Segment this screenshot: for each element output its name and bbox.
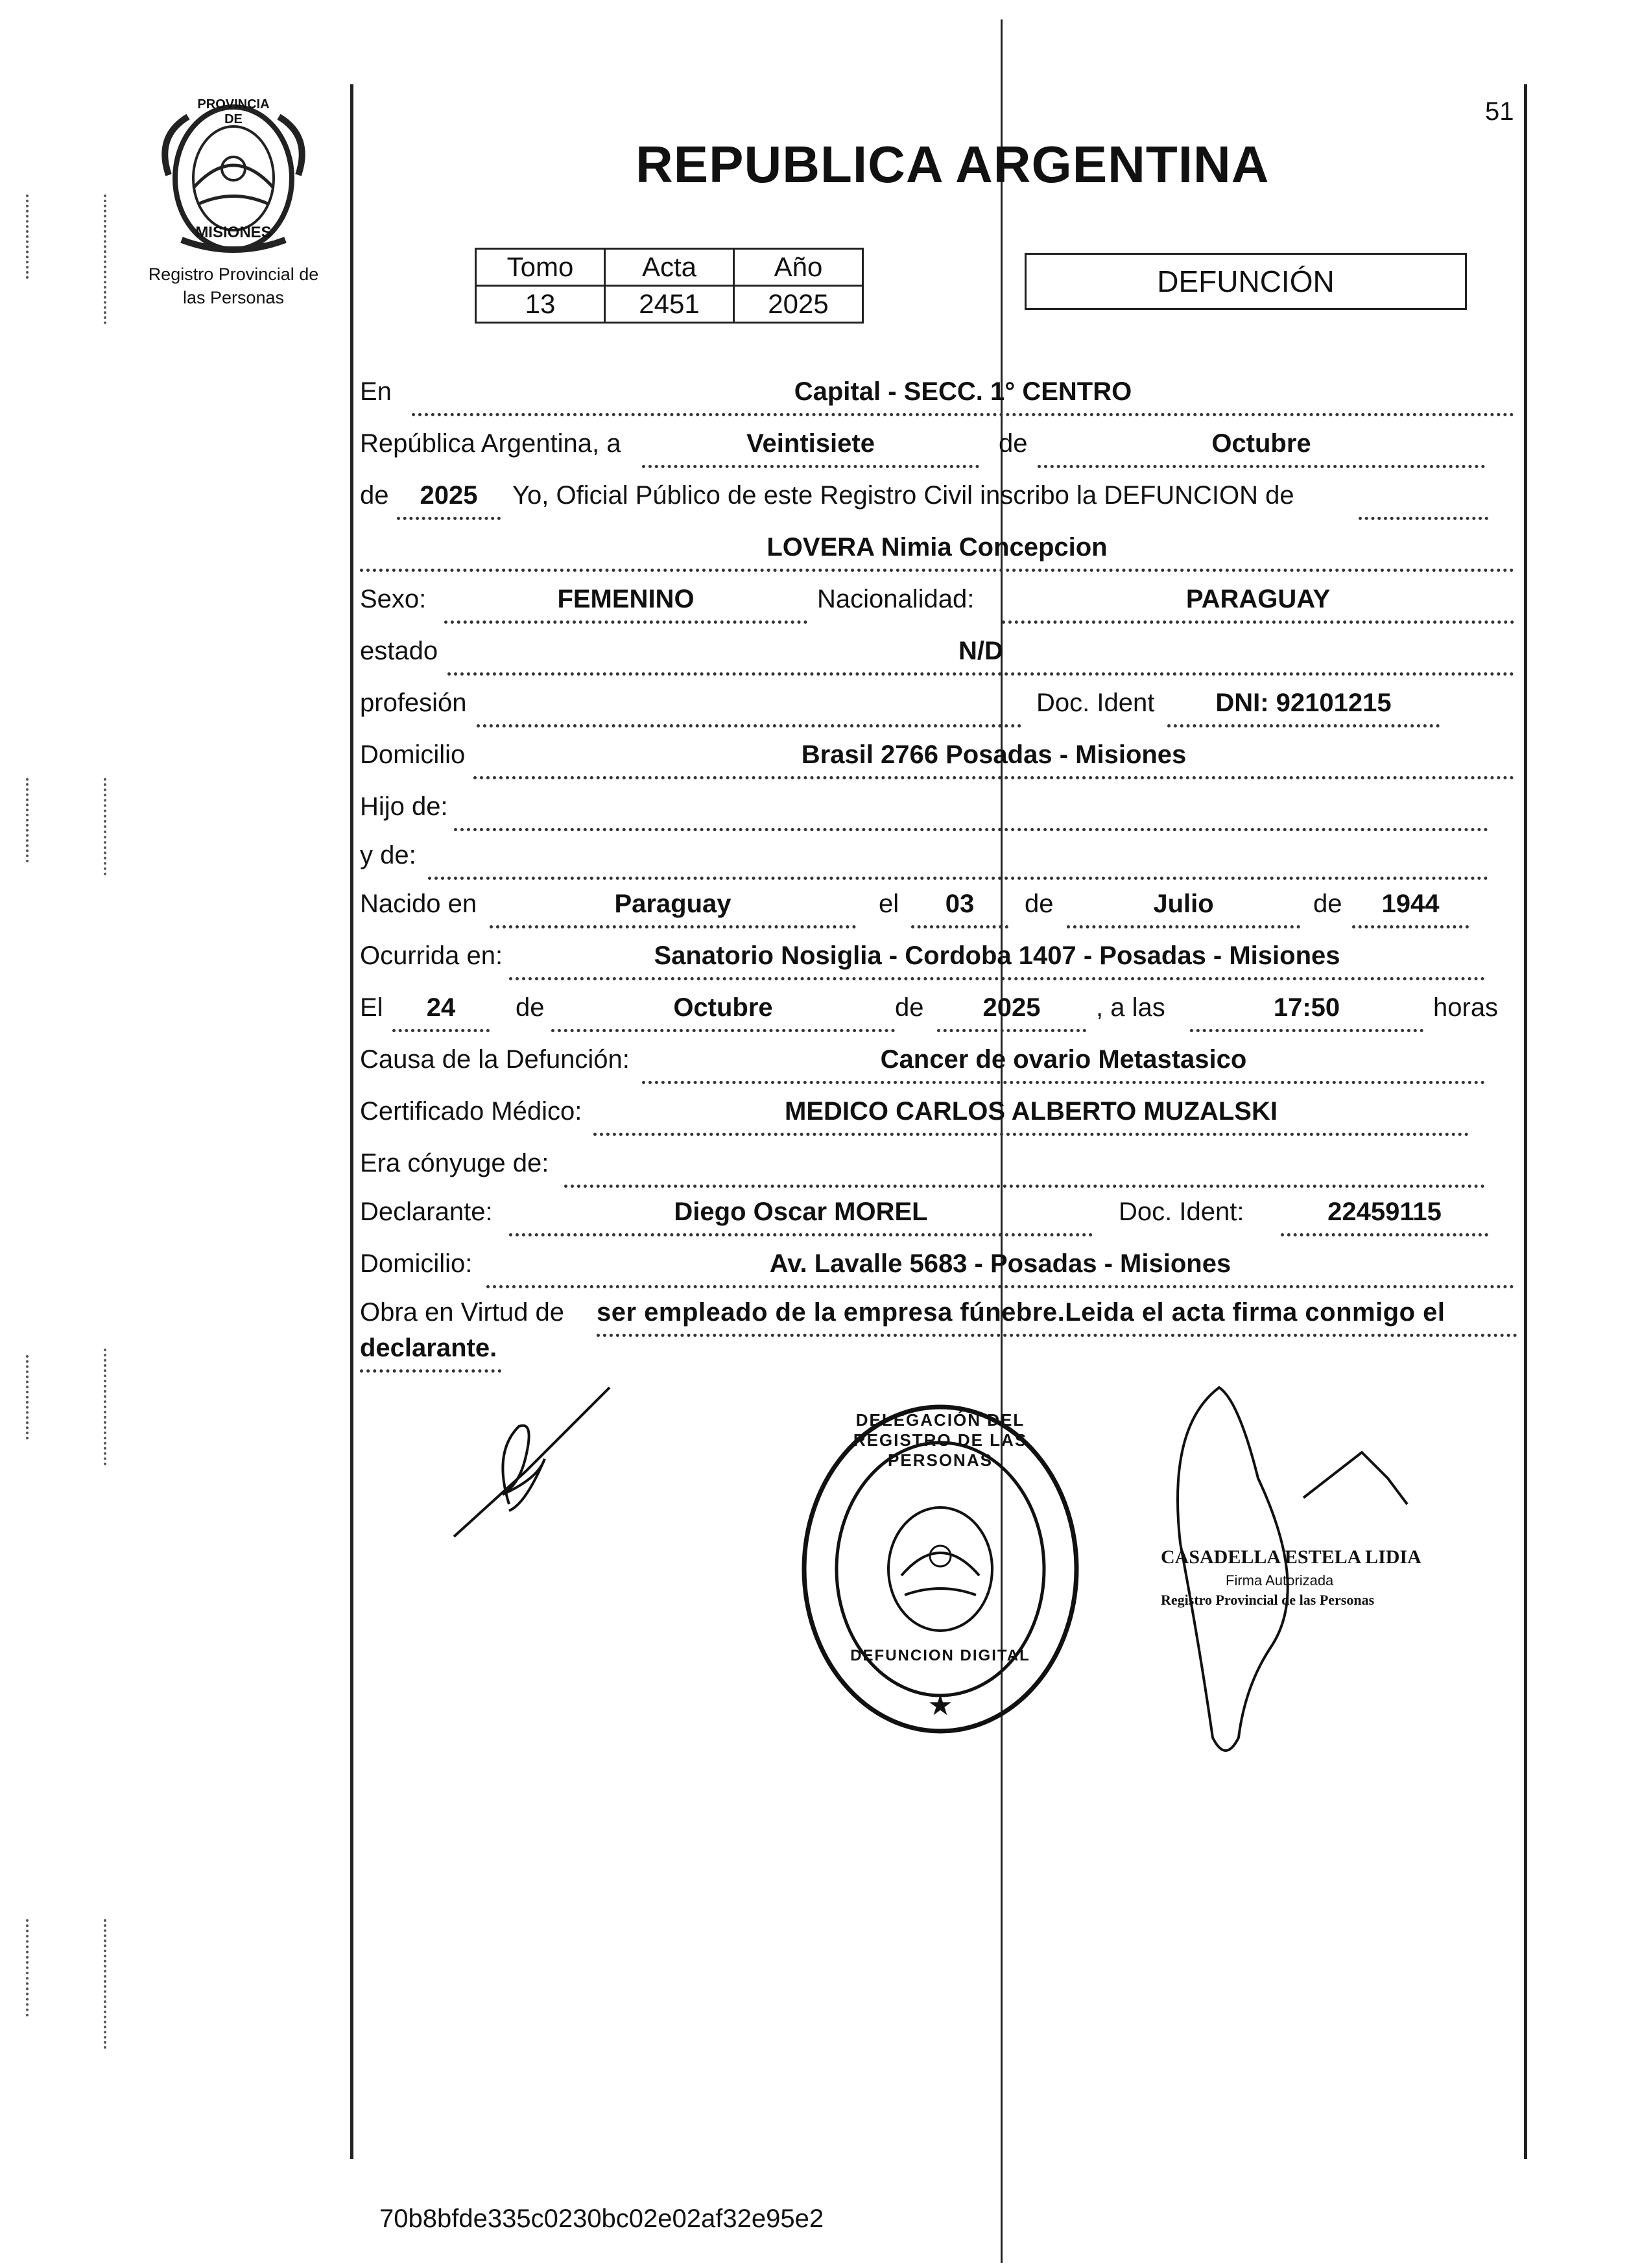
obra-label: Obra en Virtud de bbox=[360, 1298, 565, 1327]
sexo-label: Sexo: bbox=[360, 585, 427, 613]
scan-artifact-dots bbox=[104, 1349, 106, 1465]
center-fold-line bbox=[1001, 19, 1003, 2263]
hijo-field bbox=[454, 788, 1488, 831]
ocurrida-label: Ocurrida en: bbox=[360, 941, 503, 970]
birth-day-field: 03 bbox=[911, 885, 1008, 928]
ocurrida-field: Sanatorio Nosiglia - Cordoba 1407 - Posadas - Misiones bbox=[509, 937, 1485, 980]
registry-label-line2: las Personas bbox=[182, 288, 285, 307]
en-field: Capital - SECC. 1° CENTRO bbox=[412, 373, 1514, 416]
crest-label-bottom: MISIONES bbox=[195, 224, 272, 241]
nacido-field: Paraguay bbox=[490, 885, 856, 928]
official-signature-icon bbox=[447, 1375, 636, 1543]
yde-field bbox=[428, 836, 1488, 880]
crest-label-top: PROVINCIA DE bbox=[197, 97, 270, 126]
table-value-tomo: 13 bbox=[476, 286, 605, 323]
el2-label: El bbox=[360, 993, 383, 1022]
alas-label: , a las bbox=[1096, 993, 1165, 1022]
republica-label: República Argentina, a bbox=[360, 429, 621, 458]
day-field: Veintisiete bbox=[642, 425, 979, 468]
certificado-label: Certificado Médico: bbox=[360, 1097, 582, 1126]
certificado-field: MEDICO CARLOS ALBERTO MUZALSKI bbox=[593, 1093, 1469, 1136]
death-de1-label: de bbox=[516, 993, 545, 1022]
profesion-field bbox=[477, 684, 1021, 727]
scan-artifact-dots bbox=[104, 1919, 106, 2049]
declarante-label: Declarante: bbox=[360, 1198, 493, 1226]
stamp-name: CASADELLA ESTELA LIDIA bbox=[1161, 1546, 1421, 1568]
table-header-anio: Año bbox=[734, 249, 863, 286]
month-field: Octubre bbox=[1038, 425, 1485, 468]
seal-outer-text: DELEGACIÓN DEL REGISTRO DE LAS PERSONAS bbox=[853, 1410, 1028, 1470]
causa-field: Cancer de ovario Metastasico bbox=[642, 1041, 1485, 1084]
en-label: En bbox=[360, 377, 392, 406]
birth-month-field: Julio bbox=[1067, 885, 1300, 928]
death-year-field: 2025 bbox=[937, 989, 1086, 1032]
page-number: 51 bbox=[1485, 97, 1514, 126]
birth-de1-label: de bbox=[1025, 890, 1054, 918]
conyuge-label: Era cónyuge de: bbox=[360, 1149, 549, 1177]
act-type-label: DEFUNCIÓN bbox=[1157, 265, 1335, 298]
domicilio2-field: Av. Lavalle 5683 - Posadas - Misiones bbox=[486, 1245, 1514, 1288]
statement-tail-field bbox=[1359, 477, 1488, 520]
table-value-anio: 2025 bbox=[734, 286, 863, 323]
obra-field-line2: declarante. bbox=[360, 1329, 501, 1373]
death-month-field: Octubre bbox=[551, 989, 895, 1032]
domicilio-field: Brasil 2766 Posadas - Misiones bbox=[473, 736, 1514, 779]
estado-label: estado bbox=[360, 637, 438, 665]
doc-ident-field: DNI: 92101215 bbox=[1167, 684, 1440, 727]
stamp-org: Registro Provincial de las Personas bbox=[1161, 1592, 1375, 1608]
right-margin-line bbox=[1524, 84, 1527, 2159]
scan-artifact-dots bbox=[26, 778, 29, 862]
act-type-box bbox=[1025, 253, 1467, 310]
year-field: 2025 bbox=[397, 477, 501, 520]
doc2-label: Doc. Ident: bbox=[1119, 1198, 1244, 1226]
el-label: el bbox=[879, 890, 899, 918]
table-header-acta: Acta bbox=[605, 249, 734, 286]
scan-artifact-dots bbox=[26, 195, 29, 279]
declarante-field: Diego Oscar MOREL bbox=[509, 1193, 1093, 1236]
profesion-label: profesión bbox=[360, 689, 467, 717]
doc-ident-label: Doc. Ident bbox=[1036, 689, 1155, 717]
scan-artifact-dots bbox=[26, 1919, 29, 2016]
footer-hash: 70b8bfde335c0230bc02e02af32e95e2 bbox=[379, 2204, 824, 2233]
death-time-field: 17:50 bbox=[1190, 989, 1423, 1032]
deceased-name-field: LOVERA Nimia Concepcion bbox=[360, 528, 1514, 572]
sexo-field: FEMENINO bbox=[444, 580, 807, 624]
table-value-acta: 2451 bbox=[605, 286, 734, 323]
obra-field-line1: ser empleado de la empresa fúnebre.Leida el acta firma conmigo el bbox=[597, 1293, 1517, 1337]
nacido-label: Nacido en bbox=[360, 890, 477, 918]
death-day-field: 24 bbox=[392, 989, 490, 1032]
stamp-role: Firma Autorizada bbox=[1226, 1572, 1334, 1589]
conyuge-field bbox=[564, 1144, 1485, 1188]
hijo-label: Hijo de: bbox=[360, 792, 448, 821]
registry-label-line1: Registro Provincial de bbox=[148, 265, 319, 284]
left-margin-line bbox=[350, 84, 353, 2159]
nacionalidad-label: Nacionalidad: bbox=[817, 585, 975, 613]
svg-text:★: ★ bbox=[927, 1689, 953, 1722]
table-header-tomo: Tomo bbox=[476, 249, 605, 286]
causa-label: Causa de la Defunción: bbox=[360, 1045, 630, 1074]
doc2-field: 22459115 bbox=[1281, 1193, 1488, 1236]
document-title: REPUBLICA ARGENTINA bbox=[636, 136, 1270, 193]
scan-artifact-dots bbox=[104, 195, 106, 324]
year-prefix-label: de bbox=[360, 481, 389, 510]
record-table bbox=[475, 248, 864, 324]
horas-label: horas bbox=[1433, 993, 1499, 1022]
birth-year-field: 1944 bbox=[1352, 885, 1469, 928]
statement-text: Yo, Oficial Público de este Registro Civil inscribo la DEFUNCION de bbox=[512, 481, 1294, 510]
seal-inner-text: DEFUNCION DIGITAL bbox=[850, 1647, 1030, 1664]
estado-field: N/D bbox=[447, 632, 1514, 676]
de-label: de bbox=[999, 429, 1028, 458]
birth-de2-label: de bbox=[1313, 890, 1342, 918]
scan-artifact-dots bbox=[26, 1355, 29, 1439]
nacionalidad-field: PARAGUAY bbox=[1002, 580, 1514, 624]
domicilio2-label: Domicilio: bbox=[360, 1249, 473, 1278]
domicilio-label: Domicilio bbox=[360, 740, 466, 769]
death-de2-label: de bbox=[895, 993, 924, 1022]
scan-artifact-dots bbox=[104, 778, 106, 875]
yde-label: y de: bbox=[360, 841, 416, 869]
